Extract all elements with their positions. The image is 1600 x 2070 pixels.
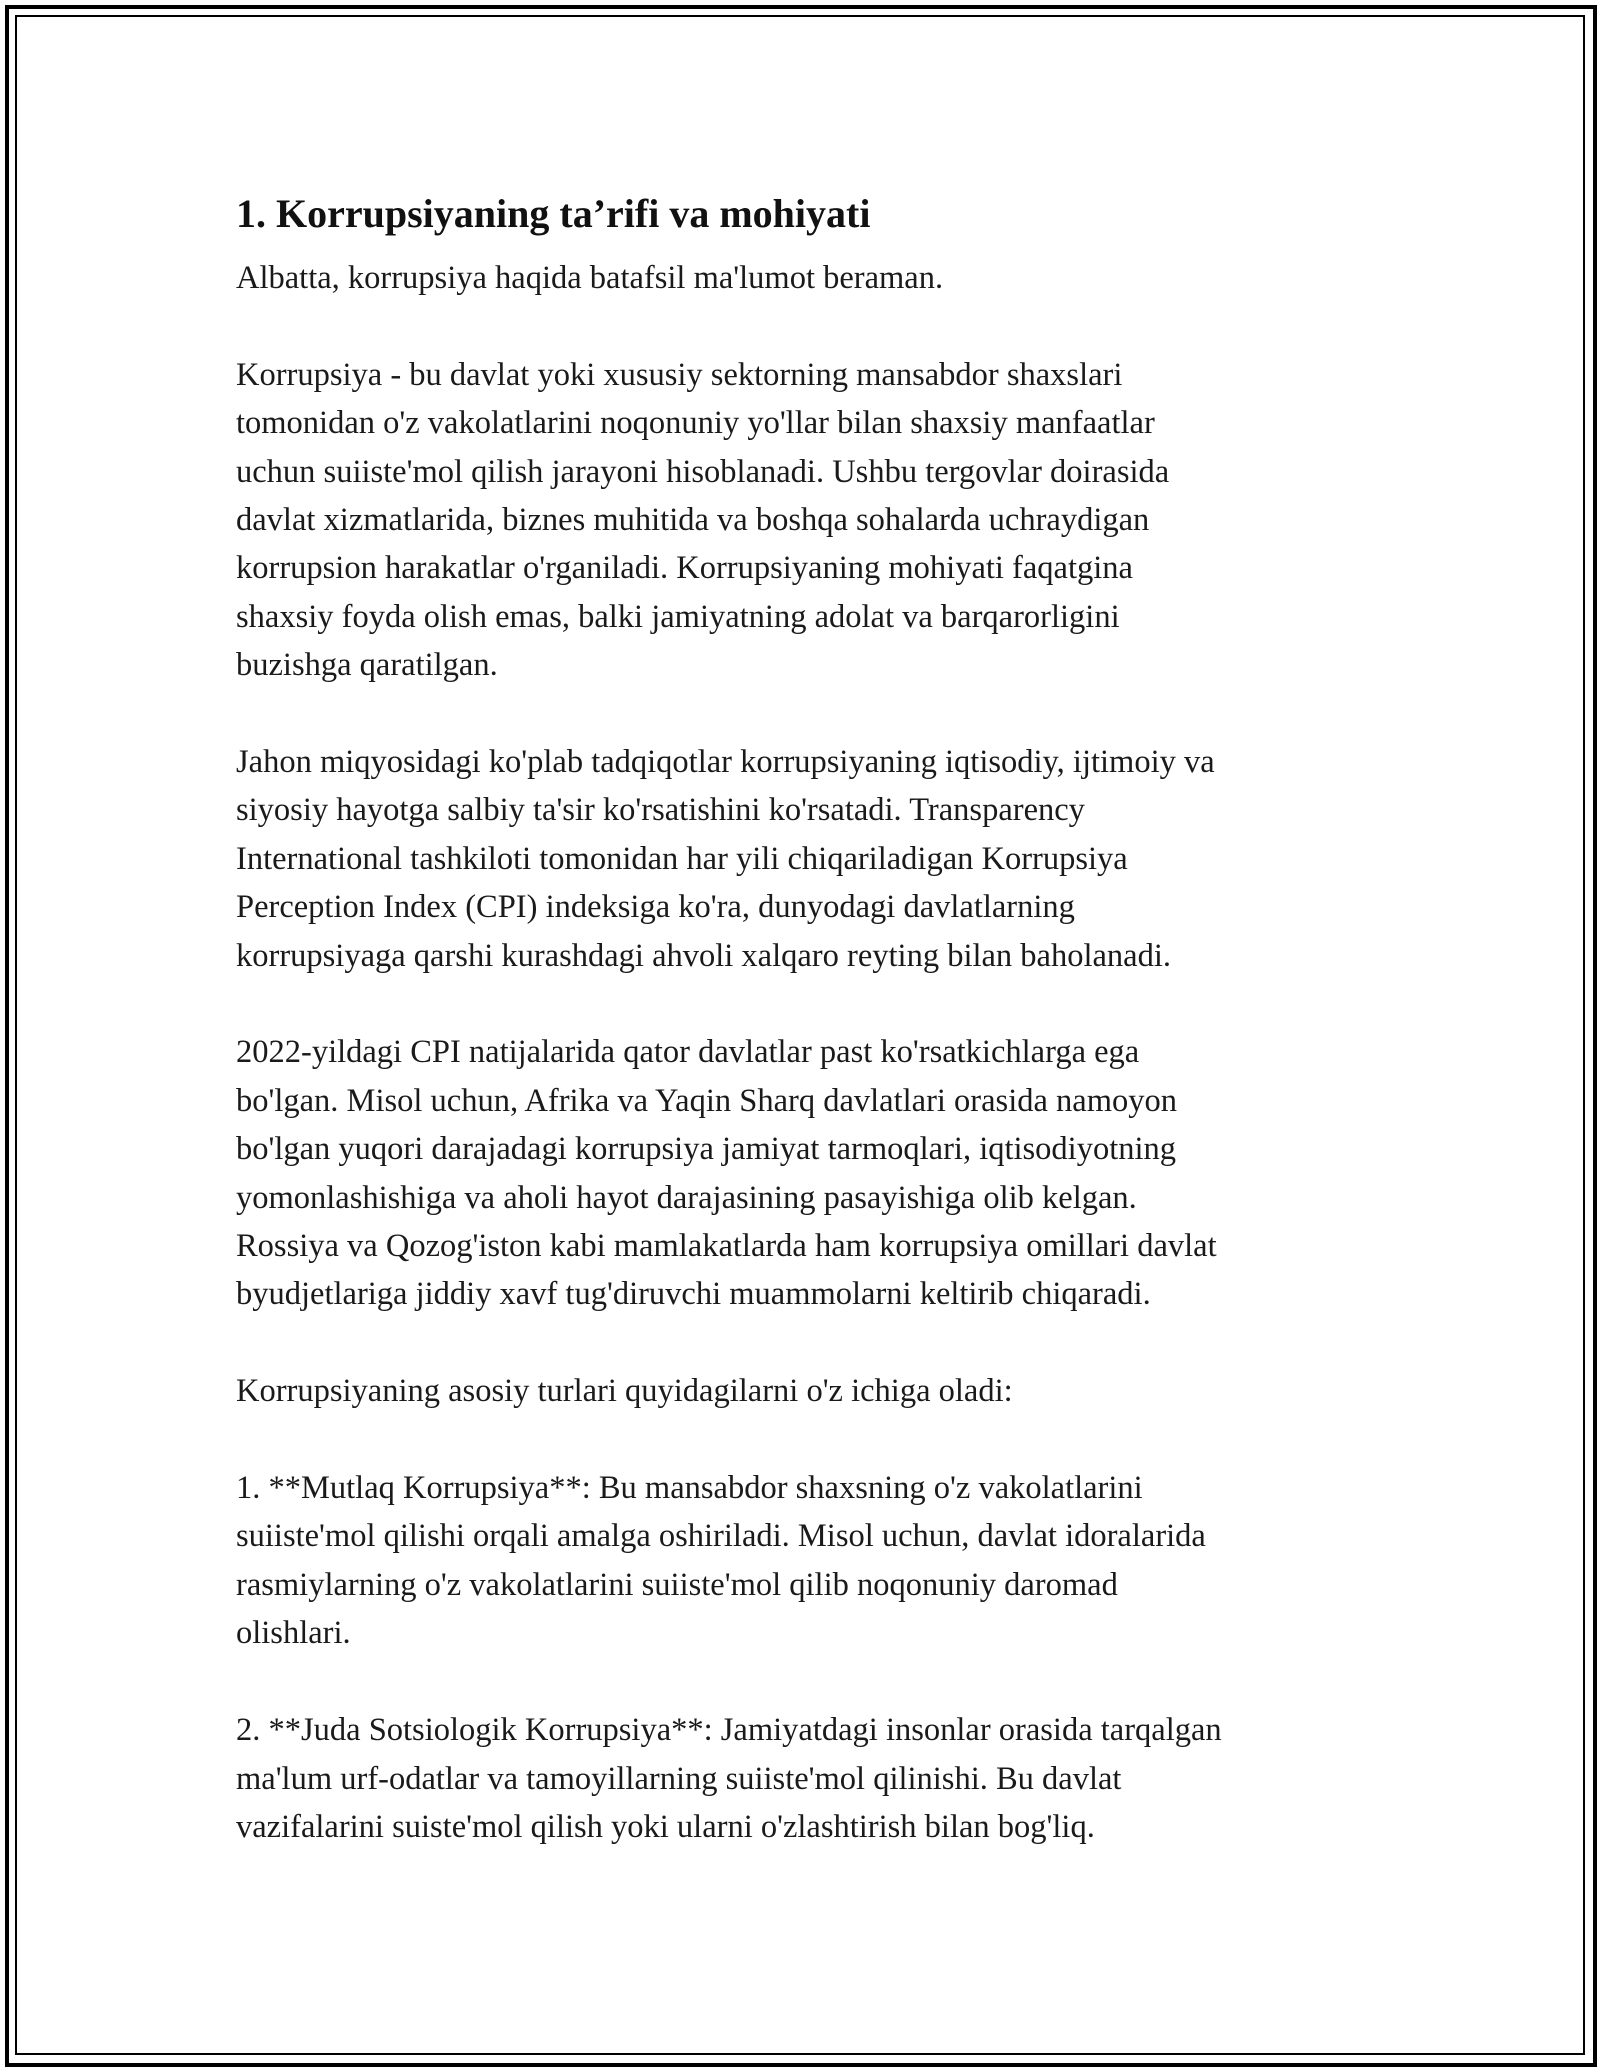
- list-item-absolute-corruption: 1. **Mutlaq Korrupsiya**: Bu mansabdor shaxsning o'z vakolatlarini suiiste'mol qilishi orqali amalga oshiriladi. Misol uchun, davlat idoralarida rasmiylarning o'z vakolatlarini suiiste'mol qilib noqonuniy daromad olishlari.: [236, 1470, 1206, 1652]
- paragraph-definition: Korrupsiya - bu davlat yoki xususiy sektorning mansabdor shaxslari tomonidan o'z vakolatlarini noqonuniy yo'llar bilan shaxsiy manfaatlar uchun suiiste'mol qilish jarayoni hisoblanadi. Ushbu tergovlar doirasida davlat xizmatlarida, biznes muhitida va boshqa sohalarda uchraydigan korrupsion harakatlar o'rganiladi. Korrupsiyaning mohiyati faqatgina shaxsiy foyda olish emas, balki jamiyatning adolat va barqarorligini buzishga qaratilgan.: [236, 356, 1170, 684]
- list-item-sociological-corruption: 2. **Juda Sotsiologik Korrupsiya**: Jamiyatdagi insonlar orasida tarqalgan ma'lum urf-odatlar va tamoyillarning suiiste'mol qilinishi. Bu davlat vazifalarini suiste'mol qilish yoki ularni o'zlashtirish bilan bog'liq.: [236, 1712, 1222, 1845]
- paragraph-cpi-2022: 2022-yildagi CPI natijalarida qator davlatlar past ko'rsatkichlarga ega bo'lgan. Misol uchun, Afrika va Yaqin Sharq davlatlari orasida namoyon bo'lgan yuqori darajadagi korrupsiya jamiyat tarmoqlari, iqtisodiyotning yomonlashishiga va aholi hayot darajasining pasayishiga olib kelgan. Rossiya va Qozog'iston kabi mamlakatlarda ham korrupsiya omillari davlat byudjetlariga jiddiy xavf tug'diruvchi muammolarni keltirib chiqaradi.: [236, 1034, 1217, 1313]
- paragraph-intro: Albatta, korrupsiya haqida batafsil ma'lumot beraman.: [236, 260, 944, 296]
- paragraph-global-research: Jahon miqyosidagi ko'plab tadqiqotlar korrupsiyaning iqtisodiy, ijtimoiy va siyosiy hayotga salbiy ta'sir ko'rsatishini ko'rsatadi. Transparency International tashkiloti tomonidan har yili chiqariladigan Korrupsiya Perception Index (CPI) indeksiga ko'ra, dunyodagi davlatlarning korrupsiyaga qarshi kurashdagi ahvoli xalqaro reyting bilan baholanadi.: [236, 744, 1215, 974]
- paragraph-types-intro: Korrupsiyaning asosiy turlari quyidagilarni o'z ichiga oladi:: [236, 1373, 1013, 1410]
- document-title: 1. Korrupsiyaning ta’rifi va mohiyati: [236, 191, 871, 236]
- document-body: [236, 186, 1366, 1851]
